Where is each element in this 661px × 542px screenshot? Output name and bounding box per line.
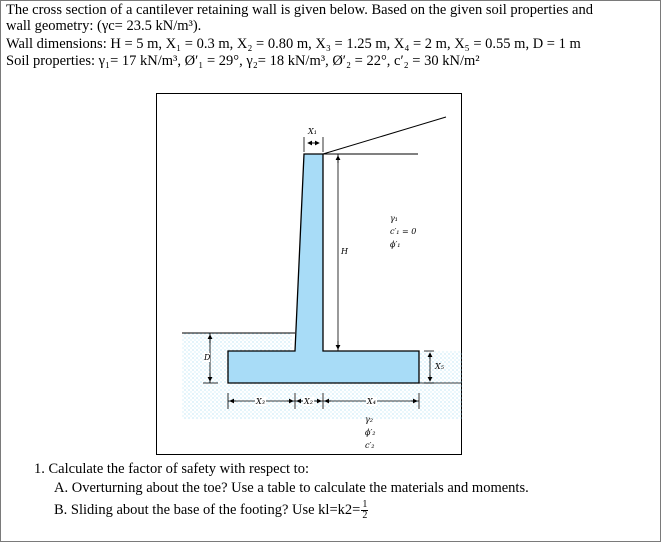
wall-dimensions-line: Wall dimensions: H = 5 m, X₁ = 0.3 m, X₂ = 0.80 m, X₃ = 1.25 m, X₄ = 2 m, X₅ = 0.55 m, D = 1 m [6, 36, 581, 52]
c1-label: c′₁ = 0 [390, 227, 417, 236]
x3-label: X₃ [256, 397, 265, 406]
question-a: A. Overturning about the toe? Use a table to calculate the materials and moments. [54, 480, 529, 496]
question-b-text: B. Sliding about the base of the footing? Use kl=k2= [54, 501, 361, 518]
d-label: D [204, 353, 211, 362]
front-soil-surface [182, 333, 292, 351]
fraction-numerator: 1 [362, 499, 368, 510]
h-label: H [341, 247, 348, 256]
one-half-fraction [361, 500, 368, 521]
x4-label: X₄ [367, 397, 376, 406]
gamma2-label: γ₂ [365, 415, 373, 424]
gamma1-label: γ₁ [390, 214, 398, 223]
phi1-label: ϕ′₁ [390, 240, 401, 249]
fraction-denominator: 2 [362, 510, 368, 521]
question-1: 1. Calculate the factor of safety with respect to: [34, 461, 309, 477]
c2-label: c′₂ [365, 441, 375, 450]
question-b [54, 500, 368, 521]
x1-label: X₁ [308, 127, 317, 136]
retaining-wall-figure [156, 93, 462, 455]
intro-line-1: The cross section of a cantilever retaining wall is given below. Based on the given soil properties and [6, 2, 593, 18]
soil-properties-line: Soil properties: γ₁= 17 kN/m³, Ø′₁ = 29°, γ₂= 18 kN/m³, Ø′₂ = 22°, c′₂ = 30 kN/m² [6, 53, 480, 69]
x2-label: X₂ [304, 397, 313, 406]
intro-line-2: wall geometry: (γc= 23.5 kN/m³). [6, 18, 202, 34]
x5-label: X₅ [435, 362, 444, 371]
phi2-label: ϕ′₂ [365, 428, 376, 437]
